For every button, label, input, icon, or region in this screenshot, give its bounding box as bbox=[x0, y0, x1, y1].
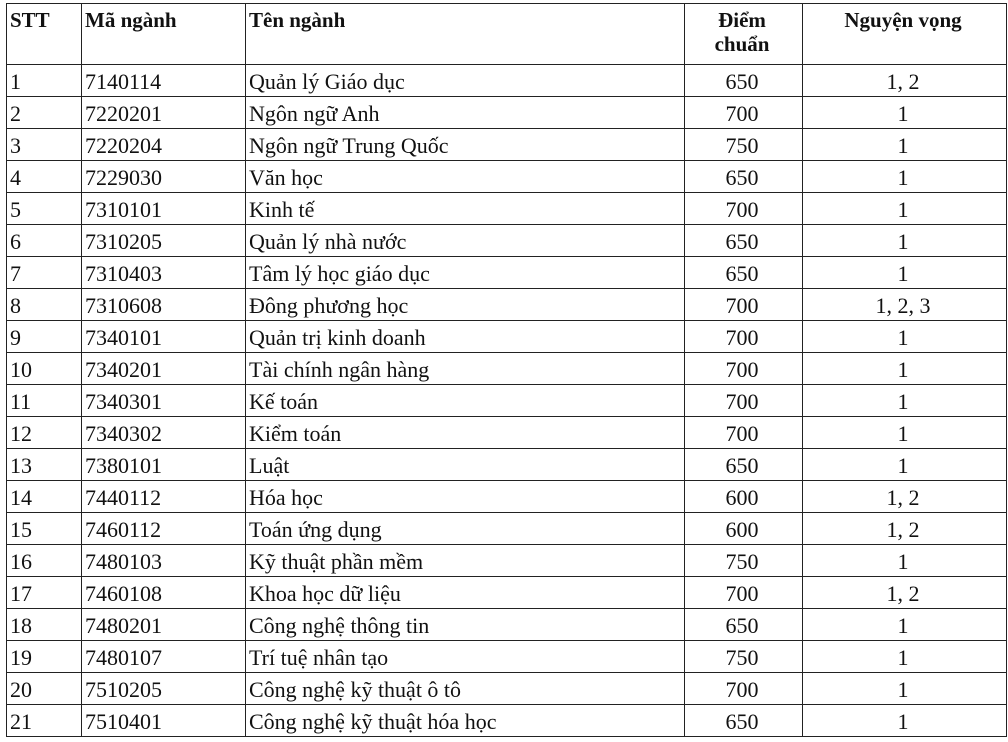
cell-stt: 10 bbox=[7, 353, 82, 385]
cell-major-name: Kiểm toán bbox=[246, 417, 685, 449]
cell-cutoff-score: 650 bbox=[685, 257, 803, 289]
cell-wish-order: 1 bbox=[803, 129, 1007, 161]
cell-stt: 18 bbox=[7, 609, 82, 641]
cell-stt: 3 bbox=[7, 129, 82, 161]
cell-cutoff-score: 700 bbox=[685, 577, 803, 609]
header-score-line1: Điểm bbox=[718, 8, 766, 32]
cell-major-name: Kế toán bbox=[246, 385, 685, 417]
cell-major-code: 7229030 bbox=[82, 161, 246, 193]
cell-major-name: Hóa học bbox=[246, 481, 685, 513]
table-row bbox=[7, 481, 1007, 513]
cell-stt: 2 bbox=[7, 97, 82, 129]
cell-major-code: 7310403 bbox=[82, 257, 246, 289]
cell-stt: 9 bbox=[7, 321, 82, 353]
table-header bbox=[7, 4, 1007, 65]
cell-major-name: Tâm lý học giáo dục bbox=[246, 257, 685, 289]
cell-major-code: 7380101 bbox=[82, 449, 246, 481]
cell-major-name: Văn học bbox=[246, 161, 685, 193]
table-row bbox=[7, 577, 1007, 609]
cell-major-name: Công nghệ kỹ thuật hóa học bbox=[246, 705, 685, 737]
cell-stt: 7 bbox=[7, 257, 82, 289]
cell-cutoff-score: 650 bbox=[685, 161, 803, 193]
header-score-line2: chuẩn bbox=[714, 32, 770, 56]
cell-wish-order: 1 bbox=[803, 257, 1007, 289]
cell-cutoff-score: 750 bbox=[685, 129, 803, 161]
cell-wish-order: 1 bbox=[803, 673, 1007, 705]
cell-wish-order: 1 bbox=[803, 705, 1007, 737]
cell-stt: 8 bbox=[7, 289, 82, 321]
admission-score-table bbox=[6, 3, 1007, 737]
admission-score-table-container bbox=[6, 3, 1007, 737]
cell-major-name: Ngôn ngữ Anh bbox=[246, 97, 685, 129]
cell-major-code: 7460112 bbox=[82, 513, 246, 545]
cell-major-name: Đông phương học bbox=[246, 289, 685, 321]
cell-cutoff-score: 700 bbox=[685, 289, 803, 321]
cell-wish-order: 1 bbox=[803, 449, 1007, 481]
cell-cutoff-score: 750 bbox=[685, 641, 803, 673]
cell-wish-order: 1 bbox=[803, 161, 1007, 193]
cell-wish-order: 1 bbox=[803, 385, 1007, 417]
table-row bbox=[7, 97, 1007, 129]
cell-wish-order: 1 bbox=[803, 321, 1007, 353]
cell-major-name: Tài chính ngân hàng bbox=[246, 353, 685, 385]
cell-cutoff-score: 700 bbox=[685, 673, 803, 705]
table-row bbox=[7, 129, 1007, 161]
cell-stt: 15 bbox=[7, 513, 82, 545]
cell-major-code: 7340302 bbox=[82, 417, 246, 449]
cell-cutoff-score: 650 bbox=[685, 705, 803, 737]
cell-cutoff-score: 600 bbox=[685, 481, 803, 513]
cell-major-code: 7310101 bbox=[82, 193, 246, 225]
cell-major-name: Quản lý Giáo dục bbox=[246, 65, 685, 97]
cell-stt: 19 bbox=[7, 641, 82, 673]
cell-cutoff-score: 700 bbox=[685, 193, 803, 225]
cell-major-code: 7440112 bbox=[82, 481, 246, 513]
cell-major-name: Quản lý nhà nước bbox=[246, 225, 685, 257]
cell-cutoff-score: 700 bbox=[685, 97, 803, 129]
cell-major-code: 7480103 bbox=[82, 545, 246, 577]
cell-major-name: Trí tuệ nhân tạo bbox=[246, 641, 685, 673]
cell-major-name: Kinh tế bbox=[246, 193, 685, 225]
table-row bbox=[7, 225, 1007, 257]
cell-major-name: Công nghệ kỹ thuật ô tô bbox=[246, 673, 685, 705]
cell-wish-order: 1 bbox=[803, 641, 1007, 673]
cell-cutoff-score: 650 bbox=[685, 225, 803, 257]
cell-wish-order: 1 bbox=[803, 193, 1007, 225]
header-stt: STT bbox=[7, 4, 82, 65]
table-row bbox=[7, 193, 1007, 225]
cell-wish-order: 1 bbox=[803, 545, 1007, 577]
table-body bbox=[7, 65, 1007, 737]
cell-major-code: 7510205 bbox=[82, 673, 246, 705]
cell-wish-order: 1, 2, 3 bbox=[803, 289, 1007, 321]
table-row bbox=[7, 321, 1007, 353]
cell-major-name: Kỹ thuật phần mềm bbox=[246, 545, 685, 577]
table-row bbox=[7, 385, 1007, 417]
cell-major-name: Khoa học dữ liệu bbox=[246, 577, 685, 609]
cell-cutoff-score: 700 bbox=[685, 385, 803, 417]
cell-cutoff-score: 600 bbox=[685, 513, 803, 545]
cell-cutoff-score: 650 bbox=[685, 65, 803, 97]
cell-wish-order: 1 bbox=[803, 225, 1007, 257]
table-row bbox=[7, 705, 1007, 737]
cell-stt: 1 bbox=[7, 65, 82, 97]
cell-major-name: Toán ứng dụng bbox=[246, 513, 685, 545]
table-row bbox=[7, 545, 1007, 577]
table-row bbox=[7, 65, 1007, 97]
cell-major-name: Quản trị kinh doanh bbox=[246, 321, 685, 353]
cell-stt: 21 bbox=[7, 705, 82, 737]
cell-wish-order: 1 bbox=[803, 97, 1007, 129]
cell-cutoff-score: 650 bbox=[685, 449, 803, 481]
cell-stt: 5 bbox=[7, 193, 82, 225]
cell-major-code: 7220204 bbox=[82, 129, 246, 161]
header-wish: Nguyện vọng bbox=[803, 4, 1007, 65]
cell-major-code: 7140114 bbox=[82, 65, 246, 97]
cell-major-code: 7480201 bbox=[82, 609, 246, 641]
cell-major-code: 7220201 bbox=[82, 97, 246, 129]
header-score bbox=[685, 4, 803, 65]
table-row bbox=[7, 641, 1007, 673]
cell-stt: 11 bbox=[7, 385, 82, 417]
cell-major-code: 7340301 bbox=[82, 385, 246, 417]
cell-major-code: 7310608 bbox=[82, 289, 246, 321]
cell-major-code: 7480107 bbox=[82, 641, 246, 673]
cell-major-code: 7340101 bbox=[82, 321, 246, 353]
cell-stt: 17 bbox=[7, 577, 82, 609]
cell-wish-order: 1 bbox=[803, 609, 1007, 641]
table-row bbox=[7, 289, 1007, 321]
cell-major-code: 7510401 bbox=[82, 705, 246, 737]
cell-wish-order: 1 bbox=[803, 417, 1007, 449]
header-name: Tên ngành bbox=[246, 4, 685, 65]
cell-wish-order: 1, 2 bbox=[803, 577, 1007, 609]
cell-cutoff-score: 750 bbox=[685, 545, 803, 577]
table-row bbox=[7, 673, 1007, 705]
cell-stt: 4 bbox=[7, 161, 82, 193]
cell-wish-order: 1, 2 bbox=[803, 65, 1007, 97]
table-row bbox=[7, 449, 1007, 481]
cell-major-code: 7460108 bbox=[82, 577, 246, 609]
cell-stt: 6 bbox=[7, 225, 82, 257]
cell-stt: 12 bbox=[7, 417, 82, 449]
table-row bbox=[7, 353, 1007, 385]
table-row bbox=[7, 513, 1007, 545]
cell-major-code: 7340201 bbox=[82, 353, 246, 385]
cell-major-code: 7310205 bbox=[82, 225, 246, 257]
cell-stt: 14 bbox=[7, 481, 82, 513]
cell-cutoff-score: 700 bbox=[685, 417, 803, 449]
cell-stt: 16 bbox=[7, 545, 82, 577]
table-row bbox=[7, 609, 1007, 641]
header-row bbox=[7, 4, 1007, 65]
cell-wish-order: 1 bbox=[803, 353, 1007, 385]
cell-cutoff-score: 700 bbox=[685, 321, 803, 353]
cell-major-name: Luật bbox=[246, 449, 685, 481]
cell-cutoff-score: 700 bbox=[685, 353, 803, 385]
cell-wish-order: 1, 2 bbox=[803, 481, 1007, 513]
table-row bbox=[7, 257, 1007, 289]
cell-wish-order: 1, 2 bbox=[803, 513, 1007, 545]
header-code: Mã ngành bbox=[82, 4, 246, 65]
cell-cutoff-score: 650 bbox=[685, 609, 803, 641]
table-row bbox=[7, 417, 1007, 449]
cell-stt: 20 bbox=[7, 673, 82, 705]
cell-stt: 13 bbox=[7, 449, 82, 481]
cell-major-name: Công nghệ thông tin bbox=[246, 609, 685, 641]
cell-major-name: Ngôn ngữ Trung Quốc bbox=[246, 129, 685, 161]
table-row bbox=[7, 161, 1007, 193]
